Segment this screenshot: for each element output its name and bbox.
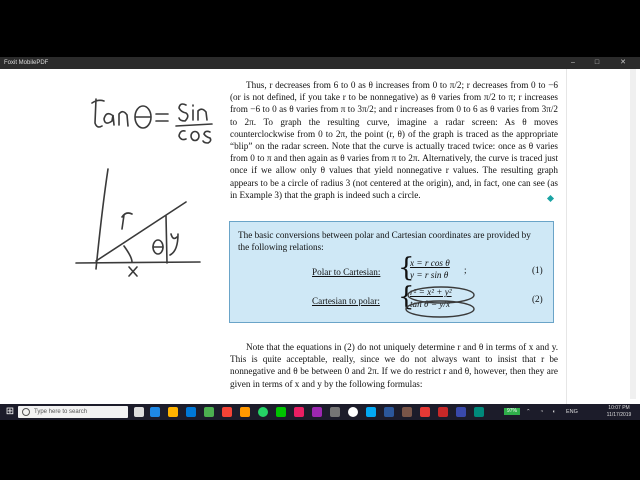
app-icon-6[interactable]	[330, 407, 340, 417]
app-title: Foxit MobilePDF	[4, 60, 49, 66]
app-icon-8[interactable]	[402, 407, 412, 417]
clock-date: 11/17/2019	[606, 411, 632, 418]
handwritten-annotations	[0, 69, 640, 404]
taskbar-clock[interactable]	[604, 405, 634, 418]
search-placeholder: Type here to search	[34, 409, 88, 415]
app-icon-5[interactable]	[312, 407, 322, 417]
brace-2: {	[398, 282, 415, 312]
store-icon[interactable]	[186, 407, 196, 417]
eq2-line1: r² = x² + y²	[410, 287, 452, 297]
taskbar-search-box[interactable]	[18, 406, 128, 418]
word-icon[interactable]	[384, 407, 394, 417]
language-indicator[interactable]: ENG	[566, 409, 578, 415]
handwritten-triangle-diagram	[76, 169, 200, 276]
highlight-oval-annotations	[406, 287, 474, 317]
app-title-bar	[0, 57, 640, 69]
app-icon-11[interactable]	[474, 407, 484, 417]
app-icon-2[interactable]	[222, 407, 232, 417]
eq1-line2: y = r sin θ	[410, 270, 449, 280]
app-icon-4[interactable]	[294, 407, 304, 417]
app-icon-3[interactable]	[240, 407, 250, 417]
foxit-icon[interactable]	[420, 407, 430, 417]
box-intro-text: The basic conversions between polar and Cartesian coordinates are provided by the following relations:	[238, 230, 531, 252]
volume-icon[interactable]: ◖	[552, 409, 556, 415]
eq1-separator: ;	[464, 265, 467, 275]
chrome-icon[interactable]	[348, 407, 358, 417]
app-icon-7[interactable]	[366, 407, 376, 417]
close-button[interactable]: ✕	[620, 59, 626, 66]
cartesian-to-polar-label: Cartesian to polar:	[312, 296, 380, 306]
whatsapp-icon[interactable]	[258, 407, 268, 417]
battery-indicator[interactable]: 97%	[504, 408, 520, 415]
tray-arrow-icon[interactable]: ⌃	[526, 409, 531, 415]
app-icon-1[interactable]	[204, 407, 214, 417]
paragraph-restriction: Note that the equations in (2) do not uniquely determine r and θ in terms of x and y. This is quite acceptable, really, since we do not always want to insist that r be nonnegative and θ be between 0 and 2π. If we do restrict r and θ, however, then they are given in terms of x and y by the following formulas:	[230, 342, 558, 389]
eq1-line1: x = r cos θ	[410, 258, 450, 268]
eq2-number: (2)	[532, 294, 543, 304]
search-icon	[22, 408, 30, 416]
polar-to-cartesian-label: Polar to Cartesian:	[312, 267, 381, 277]
app-icon-9[interactable]	[438, 407, 448, 417]
task-view-icon[interactable]	[134, 407, 144, 417]
handwriting-tan-formula	[92, 99, 212, 143]
minimize-button[interactable]: –	[571, 59, 575, 66]
eq1-number: (1)	[532, 265, 543, 275]
brace-1: {	[398, 253, 415, 283]
line-icon[interactable]	[276, 407, 286, 417]
edge-icon[interactable]	[150, 407, 160, 417]
windows-taskbar	[0, 404, 640, 420]
maximize-button[interactable]: □	[594, 59, 600, 66]
network-icon[interactable]: ◔	[540, 409, 544, 415]
app-icon-10[interactable]	[456, 407, 466, 417]
clock-time: 10:07 PM	[608, 405, 630, 411]
eq2-line2: tan θ = y/x	[410, 299, 451, 309]
letterbox-bottom	[0, 420, 640, 480]
windows-start-icon[interactable]: ⊞	[5, 406, 15, 417]
document-page	[0, 69, 640, 404]
file-explorer-icon[interactable]	[168, 407, 178, 417]
paragraph-radar: Thus, r decreases from 6 to 0 as θ increases from 0 to π/2; r decreases from 0 to −6 (or is not defined, if you take r to be nonnegative) as θ varies from π/2 to π; r increases from −6 to 0 as θ varies from π to 3π/2; and r increases from 0 to 6 as θ varies from 3π/2 to 2π. To graph the resulting curve, imagine a radar screen: As θ moves counterclockwise from 0 to 2π, the point (r, θ) of the graph is traced as the appropriate “blip” on the radar screen. Note that the curve is actually traced twice: once as θ varies from 0 to π and then again as θ varies from π to 2π. Alternatively, the curve is traced just once if we allow only θ values that yield nonnegative r values. The resulting graph appears to be a circle of radius 3 (not centered at the origin), and, in fact, one can see (as in Example 3) that the graph is indeed such a circle.	[230, 80, 558, 200]
